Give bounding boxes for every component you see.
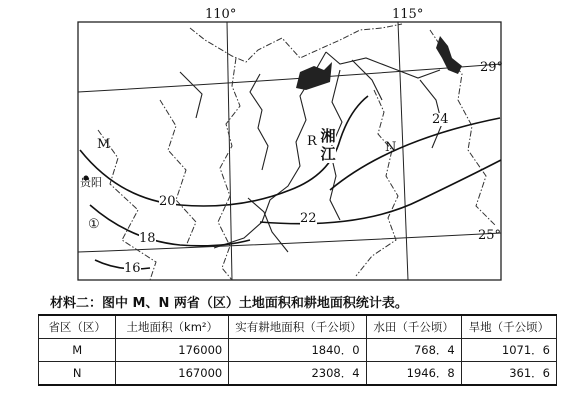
lat-29-label: 29° — [480, 60, 504, 75]
meridian-115 — [398, 22, 408, 280]
header-cultivated-area: 实有耕地面积（千公顷） — [229, 315, 366, 339]
table-row — [39, 362, 557, 386]
statistics-table — [38, 314, 557, 386]
cell-paddy: 1946．8 — [366, 362, 461, 386]
header-dryland: 旱地（千公顷） — [461, 315, 556, 339]
table-row — [39, 339, 557, 362]
region-m-label: M — [97, 137, 111, 152]
cell-land-area: 167000 — [116, 362, 229, 386]
isotherm-24-label: 24 — [432, 112, 449, 127]
cell-dryland: 361．6 — [461, 362, 556, 386]
header-paddy: 水田（千公顷） — [366, 315, 461, 339]
marker-1: ① — [88, 217, 100, 232]
river-char-1: 湘 — [320, 127, 336, 145]
table-header-row — [39, 315, 557, 339]
river-char-2: 江 — [320, 145, 336, 163]
cell-province: M — [39, 339, 116, 362]
header-province: 省区（区） — [39, 315, 116, 339]
table-caption: 材料二：图中 M、N 两省（区）土地面积和耕地面积统计表。 — [50, 296, 408, 311]
region-n-label: N — [385, 140, 397, 155]
parallel-29 — [78, 64, 501, 92]
isotherm-22-line — [260, 160, 501, 224]
city-guiyang-label: 贵阳 — [80, 176, 102, 189]
cell-dryland: 1071．6 — [461, 339, 556, 362]
lon-115-label: 115° — [392, 7, 424, 22]
isotherm-16-label: 16 — [124, 261, 141, 276]
isotherm-18-label: 18 — [139, 231, 156, 246]
cell-cultivated-area: 1840．0 — [229, 339, 366, 362]
cell-cultivated-area: 2308．4 — [229, 362, 366, 386]
isotherm-16-line — [95, 260, 150, 269]
isotherm-20-label: 20 — [159, 194, 176, 209]
header-land-area: 土地面积（km²） — [116, 315, 229, 339]
lat-25-label: 25° — [478, 228, 502, 243]
isotherm-24-line — [330, 118, 500, 190]
lon-110-label: 110° — [205, 7, 237, 22]
isotherm-22-label: 22 — [300, 211, 317, 226]
isotherm-18-line — [90, 205, 250, 246]
cell-land-area: 176000 — [116, 339, 229, 362]
cell-province: N — [39, 362, 116, 386]
lake-dongting — [296, 62, 332, 90]
region-r-label: R — [307, 134, 317, 149]
cell-paddy: 768．4 — [366, 339, 461, 362]
